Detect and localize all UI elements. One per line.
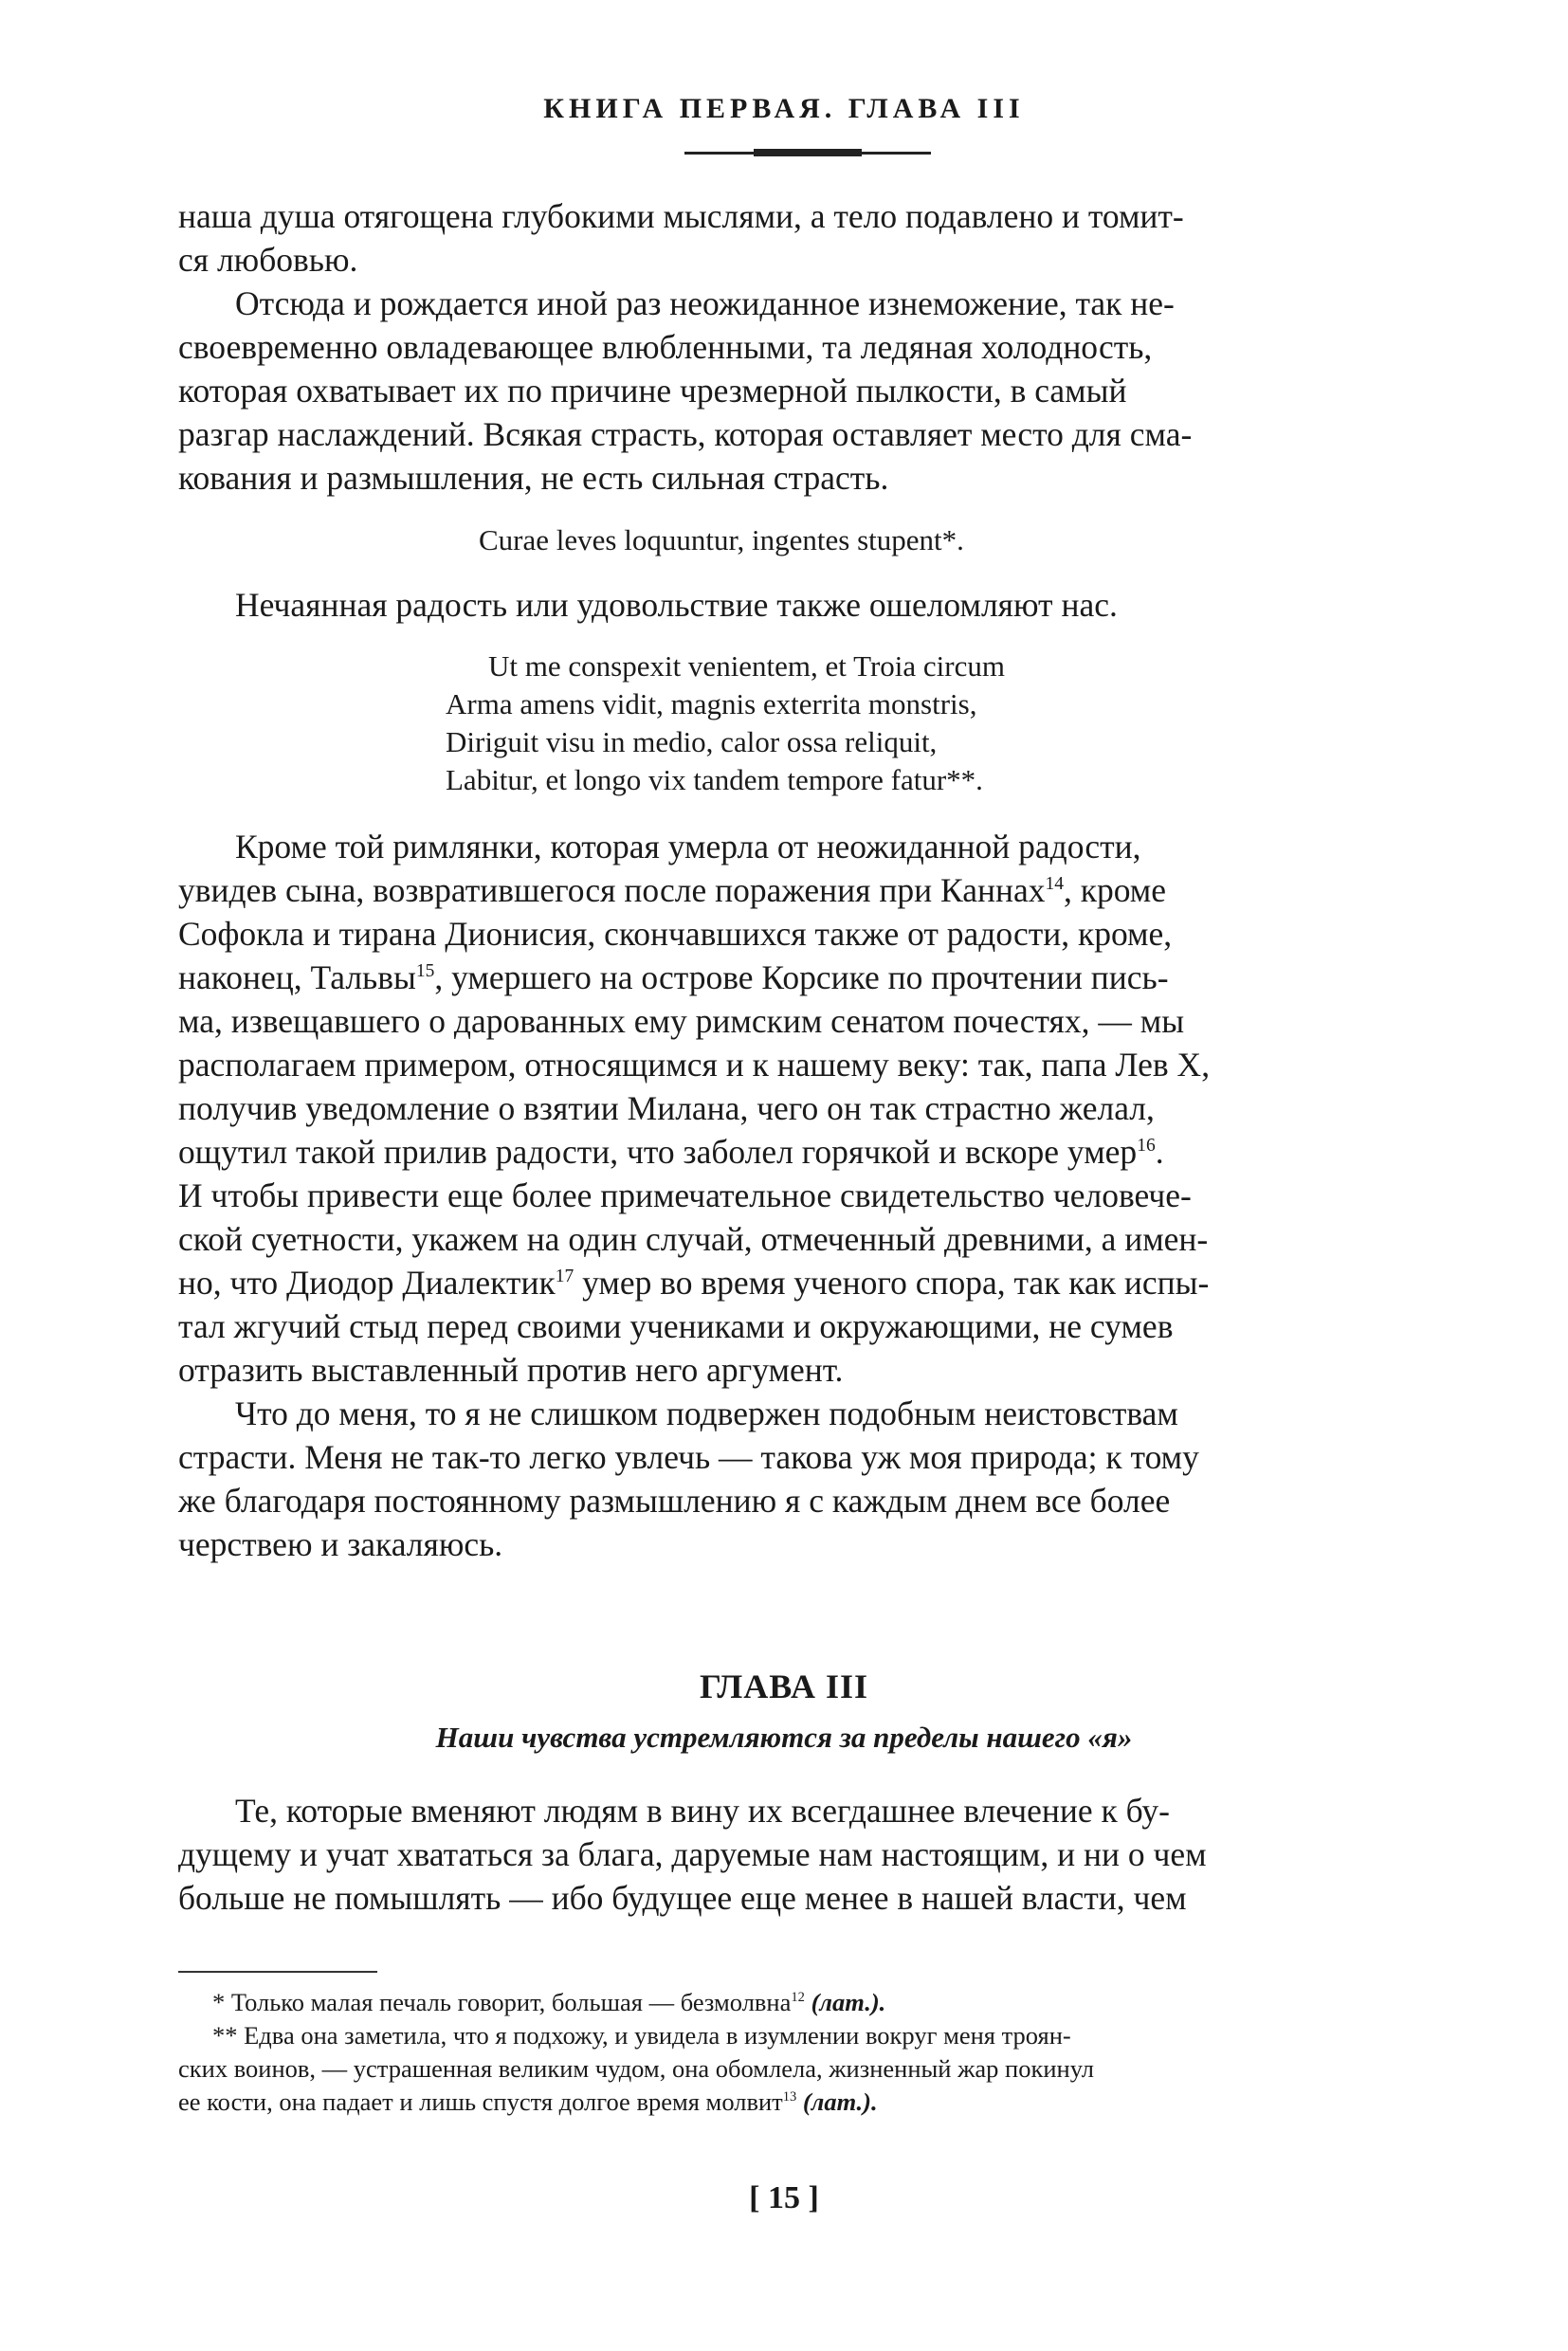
- text-line: наконец, Тальвы$^{15}$, умершего на острове Корсике по прочтении пись-: [178, 958, 1169, 996]
- text-line: Что до меня, то я не слишком подвержен подобным неистовствам: [235, 1394, 1178, 1432]
- chapter-subtitle: Наши чувства устремляются за пределы нашего «я»: [435, 1721, 1133, 1754]
- body-block-4: [178, 1789, 1375, 1920]
- body-block-2: [178, 583, 1375, 627]
- text-line: ской суетности, укажем на один случай, отмеченный древними, а имен-: [178, 1220, 1209, 1258]
- footnote-2-line: ее кости, она падает и лишь спустя долгое время молвит$^{13}$ (лат.).: [178, 2087, 878, 2116]
- text-line: которая охватывает их по причине чрезмерной пылкости, в самый: [178, 372, 1127, 410]
- text-line: наша душа отягощена глубокими мыслями, а тело подавлено и томит-: [178, 197, 1184, 235]
- text-line: но, что Диодор Диалектик$^{17}$ умер во время ученого спора, так как испы-: [178, 1264, 1210, 1302]
- text-line: дущему и учат хвататься за блага, даруемые нам настоящим, и ни о чем: [178, 1835, 1207, 1873]
- text-line: своевременно овладевающее влюбленными, та ледяная холодность,: [178, 328, 1153, 366]
- latin-quote-1: Curae leves loquuntur, ingentes stupent*.: [479, 523, 964, 556]
- text-line: увидев сына, возвратившегося после поражения при Каннах$^{14}$, кроме: [178, 871, 1167, 909]
- text-line: ма, извещавшего о дарованных ему римским сенатом почестях, — мы: [178, 1002, 1185, 1040]
- text-line: кования и размышления, не есть сильная страсть.: [178, 459, 889, 497]
- page-number: [ 15 ]: [749, 2180, 819, 2215]
- footnote-rule: [178, 1971, 377, 1973]
- latin-verse-line: Diriguit visu in medio, calor ossa reliquit,: [446, 725, 938, 758]
- text-line: Нечаянная радость или удовольствие также ошеломляют нас.: [235, 586, 1118, 624]
- text-line: страсти. Меня не так-то легко увлечь — такова уж моя природа; к тому: [178, 1438, 1199, 1476]
- text-line: Кроме той римлянки, которая умерла от неожиданной радости,: [235, 828, 1141, 866]
- footnote-2-line: ских воинов, — устрашенная великим чудом, она обомлела, жизненный жар покинул: [178, 2054, 1095, 2083]
- latin-verse-line: Arma amens vidit, magnis exterrita monstris,: [446, 687, 977, 720]
- text-line: же благодаря постоянному размышлению я с каждым днем все более: [178, 1482, 1171, 1520]
- text-line: Софокла и тирана Дионисия, скончавшихся также от радости, кроме,: [178, 915, 1173, 953]
- body-block-1: [178, 194, 1375, 500]
- text-line: черствею и закаляюсь.: [178, 1525, 503, 1563]
- footnote-2-line: ** Едва она заметила, что я подхожу, и увидела в изумлении вокруг меня троян-: [212, 2021, 1071, 2050]
- text-line: И чтобы привести еще более примечательное свидетельство человече-: [178, 1176, 1192, 1214]
- head-rule-ornament: [754, 149, 862, 156]
- text-line: отразить выставленный против него аргумент.: [178, 1351, 844, 1389]
- latin-verse-line: Ut me conspexit venientem, et Troia circum: [488, 649, 1005, 683]
- latin-verse-line: Labitur, et longo vix tandem tempore fatur**.: [446, 763, 983, 796]
- text-line: располагаем примером, относящимся и к нашему веку: так, папа Лев X,: [178, 1046, 1211, 1084]
- chapter-title: ГЛАВА III: [699, 1668, 869, 1705]
- footnotes: [178, 1986, 1375, 2119]
- text-line: ощутил такой прилив радости, что заболел горячкой и вскоре умер$^{16}$.: [178, 1133, 1164, 1171]
- running-head: КНИГА ПЕРВАЯ. ГЛАВА III: [543, 93, 1025, 124]
- text-line: Отсюда и рождается иной раз неожиданное изнеможение, так не-: [235, 284, 1175, 322]
- text-line: тал жгучий стыд перед своими учениками и окружающими, не сумев: [178, 1307, 1174, 1345]
- text-line: получив уведомление о взятии Милана, чего он так страстно желал,: [178, 1089, 1155, 1127]
- body-block-3: [178, 825, 1375, 1566]
- text-line: Те, которые вменяют людям в вину их всегдашнее влечение к бу-: [235, 1792, 1170, 1830]
- footnote-1: * Только малая печаль говорит, большая — безмолвна$^{12}$ (лат.).: [212, 1988, 886, 2016]
- text-line: разгар наслаждений. Всякая страсть, которая оставляет место для сма-: [178, 415, 1193, 453]
- text-line: ся любовью.: [178, 241, 358, 279]
- text-line: больше не помышлять — ибо будущее еще менее в нашей власти, чем: [178, 1879, 1187, 1917]
